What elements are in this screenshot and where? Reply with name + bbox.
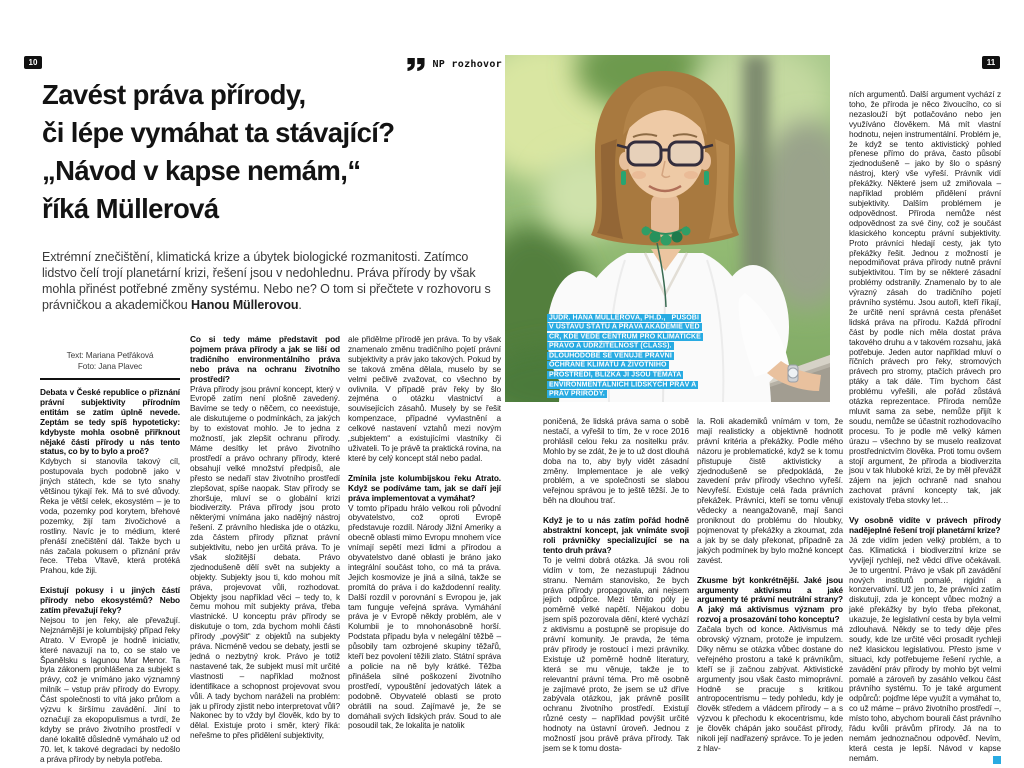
lead-text: Extrémní znečištění, klimatická krize a úbytek biologické rozmanitosti. Zatímco lidstvo čelí trojí planetární krizi, řešení jsou v nedohlednu. Práva přírody by však mohla přinést potřebné změny systému. Nebo ne? O tom si přečtete v rozhovoru s právničkou a akademičkou — [42, 250, 491, 312]
interview-answer: poničená, že lidská práva sama o sobě nestačí, a vyřešil to tím, že v roce 2016 prohlásil celou řeku za nositelku práv. Mohlo by se zdát, že je to už dost dlouhá doba na to, aby byly vidět zásadní změny. Implementace je ale velký problém, a ve společnosti se slabou veřejnou správou je to ještě těžší. Je to běh na dlouhou trať. — [543, 416, 689, 506]
interview-answer: la. Roli akademiků vnímám v tom, že mají realisticky a objektivně hodnotit právní kritéria a překážky. Podle mého názoru je problematické, když se k tomu přistupuje čistě aktivisticky a zjednodušeně se předpokládá, že zavedení práv přírody všechno vyřeší. Nevyřeší. Existuje celá řada právních překážek. Právníci, kteří se tomu věnují vědecky a neangažovaně, mají šanci proniknout do problému do hloubky, pojmenovat ty překážky a zkoumat, zda a jak by se daly překonat, případně za jakých podmínek by bylo možné koncept zavést. — [697, 416, 843, 565]
page-number-right: 11 — [982, 56, 1000, 69]
credit-text-author: Text: Mariana Petřáková — [66, 350, 154, 360]
neck — [651, 193, 679, 237]
headline-line: či lépe vymáhat ta stávající? — [42, 117, 395, 148]
interview-answer: Začala bych od konce. Aktivismus má obrovský význam, protože je impulzem. Díky němu se otázka vůbec dostane do veřejného prostoru a také k právníkům, kteří se jí začnou zabývat. Aktivistické argumenty jsou však často mimoprávní. Hodně se pracuje s kritikou antropocentrismu – tedy pohledu, kdy je člověk středem a vládcem přírody – a s výzvou k přechodu k ekocentrismu, kde je člověk chápán jako součást přírody, nikoli její nadřazený správce. To je jeden z hlav- — [697, 624, 843, 753]
interview-answer: Já zde vidím jeden velký problém, a to čas. Klimatická i biodiverzitní krize se vyvíjejí rychleji, než vědci dříve očekávali. Je to urgentní. Právo je však při zavádění nových institutů pomalé, rigidní a konzervativní. Už jen to, že právníci zatím diskutují, zda je koncept vůbec možný a jaké překážky by bylo třeba překonat, ukazuje, že legislativní cesta by byla velmi zdlouhavá. Někdy se to tedy děje přes soudy, kde lze určité věci prosadit rychleji než klasickou legislativou. Přesto jsme v situaci, kdy potřebujeme řešení rychle, a zavádění práv přírody by mohlo být velmi pomalé a zároveň by zasáhlo velkou část právního systému. To je také argument odpůrců: pojďme lépe využít a vymáhat to, co už máme – právo životního prostředí –, místo toho, abychom bourali část právního řádu kvůli právům přírody. Já na to nemám jednoznačnou odpověď. Nevím, která cesta je lepší. Návod v kapse nemám. — [849, 534, 1001, 763]
interview-answer: To je velmi dobrá otázka. Já svou roli vidím v tom, že nezastupuji žádnou stranu. Nemám stanovisko, že bych práva přírody propagovala, ani nejsem jejich odpůrce. Mezi těmito póly je poměrně velké napětí. Nějakou dobu jsem spíš pozorovala dění, které vychází z aktivismu a postupně se propisuje do právní komunity. Je pravda, že téma práv přírody je rostoucí i mezi právníky. Existuje už poměrně hodně literatury, která se mu věnuje, takže je to relevantní právní téma. Pro mě osobně je zajímavé proto, že jsem se už dříve zabývala otázkou, jak právně posílit ochranu životního prostředí. Existují různé cesty – například povýšit určité hodnoty na ústavní úroveň. Jednou z možností jsou právě práva přírody. Tak jsem se k tomu dosta- — [543, 554, 689, 753]
interview-answer: ale přidělme přírodě jen práva. To by však znamenalo změnu tradičního pojetí právní subjektivity a práv jako takových. Pokud by se taková změna dělala, muselo by se velmi pečlivě zvažovat, co všechno by ovlivnila. V případě práv řeky by šlo zejména o otázku vlastnictví a souvisejících zásahů. Musely by se řešit kompenzace, případné vyvlastnění a celkové nastavení vztahů mezi novým „subjektem“ a existujícími vlastníky či uživateli. To je právě ta praktická rovina, na které by celý koncept stál nebo padal. — [348, 334, 501, 463]
text-column-6 — [849, 90, 1001, 764]
interview-answer: V tomto případu hrálo velkou roli původní obyvatelstvo, což oproti Evropě představuje rozdíl. Národy Jižní Ameriky a obecně oblasti mimo Evropu mnohem více vnímají sepětí mezi lidmi a přírodou a obyvatelstvo dané oblasti je bráno jako integrální součást toho, co má ta práva. Jejich kosmovize je jiná a silná, takže se promítá do práva i do každodenní reality. Další rozdíl v porovnání s Evropou je, jak tam funguje veřejná správa. Vymáhání práva je v Evropě někdy problém, ale v Kolumbii je to mnohonásobně horší. Podstata případu byla v nelegální těžbě – působily tam ozbrojené skupiny těžařů, kteří bez povolení těžili zlato. Státní správa a policie na ně byly krátké. Těžba přinášela silné poškození životního prostředí, vypouštění jedovatých látek a podobně. Obyvatelé oblasti se proto obrátili na soud. Zajímavé je, že se domáhali svých lidských práv. Soud to ale posoudil tak, že lokalita je natolik — [348, 502, 501, 731]
article-lead — [42, 249, 504, 313]
text-column-3 — [348, 335, 501, 731]
text-column-2 — [190, 335, 340, 741]
headline-line: říká Müllerová — [42, 193, 219, 224]
text-column-1 — [40, 337, 180, 765]
portrait-photo — [505, 55, 830, 402]
interview-question: Zmínila jste kolumbijskou řeku Atrato. Když se podíváme tam, jak se daří její práva implementovat a vymáhat? — [348, 472, 501, 503]
interview-question: Existují pokusy i u jiných částí přírody nebo ekosystémů? Nebo zatím převažují řeky? — [40, 585, 180, 616]
credits-divider — [40, 378, 180, 380]
text-column-4 — [543, 417, 689, 754]
credits — [40, 337, 180, 371]
article-end-mark — [993, 756, 1001, 764]
page-number-left: 10 — [24, 56, 42, 69]
lead-interviewee-name: Hanou Müllerovou — [190, 298, 299, 312]
caption-name-bold: JUDR. HANA MÜLLEROVÁ, PH.D., — [549, 314, 666, 321]
article-headline — [42, 76, 505, 228]
section-label: NP rozhovor — [432, 58, 502, 70]
interview-question: Debata v České republice o přiznání právní subjektivity přírodním entitám se zatím úplně nevede. Zeptám se tedy spíš hypoteticky: kdybyste mohla osobně přiřknout nějaké části přírody u nás tento status, co by to bylo a proč? — [40, 387, 180, 457]
column-blocks — [40, 388, 180, 765]
caption-text: PŮSOBÍ V ÚSTAVU STÁTU A PRÁVA AKADEMIE VĚD ČR, KDE VEDE CENTRUM PRO KLIMATICKÉ PRÁVO A UDRŽITELNOST (CLASS). DLOUHODOBĚ SE VĚNUJE PRÁVNÍ OCHRANĚ KLIMATU A ŽIVOTNÍHO PROSTŘEDÍ, BLÍZKÁ JÍ JSOU TÉMATA ENVIRONMENTÁLNÍCH LIDSKÝCH PRÁV A PRÁV PŘÍRODY. — [549, 314, 701, 398]
text-column-5 — [697, 417, 843, 754]
lead-suffix: . — [298, 298, 302, 312]
section-header — [406, 56, 502, 72]
interview-answer: ních argumentů. Další argument vychází z toho, že příroda je něco živoucího, co si nezaslouží být potlačováno nebo jen využíváno člověkem. Má mít vlastní hodnotu, nejen instrumentální. Problém je, že když se tento aktivistický pohled přenese přímo do práva, často působí zjednodušeně – jako by šlo o spásný nástroj, který vše vyřeší. Právník vidí překážky. Některé jsem už zmiňovala – například problém přidělení právní subjektivity. Dalším problémem je odpovědnost. Příroda nemůže nést odpovědnost za své činy, což je součást klasického konceptu právní subjektivity. Proto právníci hledají cesty, jak tyto překážky řešit. Jednou z možností je nepodmiňovat práva přírody nutně právní subjektivitou. Tím by se některé zásadní problémy odstranily. Znamenalo by to ale výrazný zásah do tradičního pojetí právního systému. Jsou autoři, kteří říkají, že určitě není správná cesta přenášet lidská práva na přírodu. Každá přírodní část by podle nich měla dostat práva takového druhu a v takovém rozsahu, jaká potřebuje. Jeden autor například mluví o říčních právech pro řeky, stromových právech pro stromy, ptačích právech pro ptáky a tak dále. Tím bychom část problému vyřešili, ale pořád zůstává otázka reprezentace. Příroda nemůže mluvit sama za sebe, nemůže přijít k soudu, nemůže se účastnit rozhodovacího procesu. To je podle mě velký kámen úrazu – všechno by se muselo realizovat prostřednictvím člověka. Proti tomu ovšem stojí argument, že příroda a biodiverzita jsou v tak hluboké krizi, že by měl převážit zájem na jejich ochraně nad snahou zachovat právní koncepty tak, jak existovaly třeba stovky let… — [849, 89, 1001, 506]
interview-question: Vy osobně vidíte v právech přírody nadějeplné řešení trojí planetární krize? — [849, 515, 1001, 535]
interview-question: Zkusme být konkrétnější. Jaké jsou argumenty aktivismu a jaké argumenty té právní neutrální strany? A jaký má aktivismus význam pro rozvoj a prosazování toho konceptu? — [697, 574, 843, 625]
photo-caption — [547, 313, 701, 399]
interview-question: Co si tedy máme představit pod pojmem práva přírody a jak se liší od tradičního environmentálního práva nebo práva na ochranu životního prostředí? — [190, 334, 340, 384]
interview-question: Když je to u nás zatím pořád hodně abstraktní koncept, jak vnímáte svoji roli právničky specializující se na tento druh práva? — [543, 515, 689, 555]
headline-line: Zavést práva přírody, — [42, 79, 306, 110]
interview-answer: Nejsou to jen řeky, ale převažují. Nejznámější je kolumbijský případ řeky Atrato. V Evropě je hodně iniciativ, které navazují na to, co se stalo ve Španělsku s lagunou Mar Menor. Ta byla zákonem prohlášena za subjekt s právy, což je vnímáno jako významný milník – vstup práv přírody do Evropy. Část společnosti to vítá jako průlom a výzvu k širšímu zavádění. Jiní to označují za ekopopulismus a tvrdí, že kdyby se právo životního prostředí v dané lokalitě důsledně vymáhalo už od 70. let, k takové degradaci by nedošlo a práva přírody by nebyla potřeba. — [40, 614, 180, 764]
interview-answer: Práva přírody jsou právní koncept, který v Evropě zatím není plošně zavedený. Bavíme se tedy o něčem, co neexistuje, ale diskutujeme o podmínkách, za jakých by to existovat mohlo. Je to jedna z možností, jak zlepšit ochranu přírody. Máme desítky let právo životního prostředí a právo ochrany přírody, které obsahují velké množství předpisů, ale přesto se nedaří stav životního prostředí zlepšovat, spíše naopak. Stav přírody se zhoršuje, mluví se o globální krizi biodiverzity. Práva přírody jsou proto některými vnímána jako nadějný nástroj řešení. Z právního hlediska jde o otázku, zda částem přírody přiznat právní subjektivitu, nebo jen určitá práva. To je však složitější debata. Právo zjednodušeně dělí svět na subjekty a objekty. Subjekty jsou ti, kdo mohou mít práva, projevovat vůli, rozhodovat. Objekty jsou například věci – tedy to, k čemu mohou mít subjekty práva, třeba vlastnické. U konceptu práv přírody se diskutuje o tom, zda bychom mohli části přírody „povýšit“ z objektů na subjekty práva. Nicméně vedou se debaty, jestli se jedná o nezbytný krok. Právo je totiž nastavené tak, že subjekt musí mít určité vlastnosti – například možnost identifikace a schopnost projevovat svou vůli. A tady bychom naráželi na problém: jak u přírody zjistit nebo interpretovat vůli? Nakonec by to vždy byl člověk, kdo by to dělal. Existuje proto i směr, který říká: neřešme to přes přidělení subjektivity, — [190, 383, 340, 741]
credit-photo-author: Foto: Jana Plavec — [77, 360, 143, 371]
interview-answer: Kdybych si stanovila takový cíl, postupovala bych podobně jako v jiných státech, kde se tyto snahy většinou týkají řek. Má to své důvody. Řeka je větší celek, ekosystém – je to voda, pozemky pod korytem, břehové pozemky, žijí tam živočichové a rostliny. Navíc je to médium, které přenáší znečištění dál. Takže bych u nás začala pokusem o přiznání práv řece. Třeba Vltavě, která protéká Prahou, kde žiji. — [40, 456, 180, 576]
quote-icon — [406, 58, 426, 71]
headline-line: „Návod v kapse nemám,“ — [42, 155, 361, 186]
